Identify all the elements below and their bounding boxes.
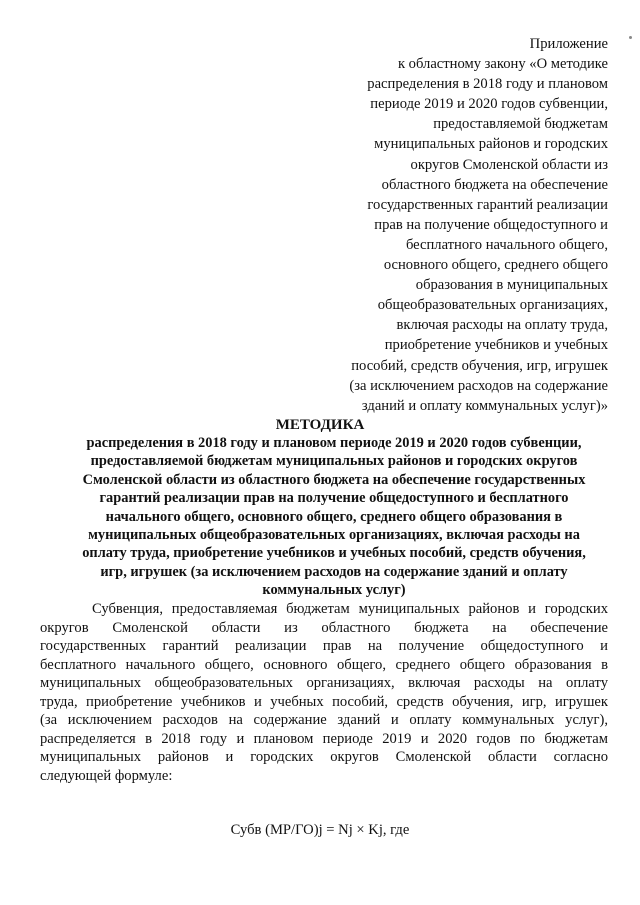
body-line: Субвенция, предоставляемая бюджетам муниципальных районов и городских (92, 601, 608, 617)
annex-line: включая расходы на оплату труда, (396, 317, 608, 334)
subtitle-line: предоставляемой бюджетам муниципальных районов и городских округов (90, 453, 578, 470)
scan-mark (629, 36, 632, 39)
annex-line: пособий, средств обучения, игр, игрушек (351, 357, 608, 374)
subtitle-line: гарантий реализации прав на получение общедоступного и бесплатного (99, 490, 569, 507)
body-line: распределяется в 2018 году и плановом периоде 2019 и 2020 годов по бюджетам (40, 730, 608, 747)
subtitle-line: начального общего, основного общего, среднего общего образования в (105, 508, 563, 525)
annex-line: общеобразовательных организациях, (377, 297, 608, 314)
subtitle-line: коммунальных услуг) (262, 582, 406, 599)
body-paragraph (40, 600, 608, 785)
annex-line: основного общего, среднего общего (383, 257, 608, 274)
body-line: округов Смоленской области из областного бюджета на обеспечение (40, 619, 608, 636)
body-line: следующей формуле: (40, 767, 173, 784)
annex-header (308, 34, 608, 416)
body-line: (за исключением расходов на содержание зданий и оплату коммунальных услуг), (40, 712, 608, 728)
subtitle-line: игр, игрушек (за исключением расходов на содержание зданий и оплату (100, 563, 568, 580)
body-line: муниципальных районов и городских округов Смоленской области согласно (40, 749, 608, 765)
annex-line: Приложение (529, 36, 608, 52)
body-line: бесплатного начального общего, основного общего, среднего общего образования в (40, 656, 608, 673)
annex-line: к областному закону «О методике (397, 56, 608, 73)
annex-line: округов Смоленской области из (410, 156, 608, 173)
annex-line: периоде 2019 и 2020 годов субвенции, (370, 96, 608, 113)
document-subtitle (60, 434, 608, 600)
annex-line: образования в муниципальных (415, 277, 608, 294)
formula: Субв (МР/ГО)j = Nj × Kj, где (230, 822, 410, 838)
annex-line: муниципальных районов и городских (374, 136, 608, 153)
annex-line: зданий и оплату коммунальных услуг)» (361, 397, 608, 414)
subtitle-line: муниципальных общеобразовательных организациях, включая расходы на (88, 527, 580, 544)
annex-line: приобретение учебников и учебных (384, 337, 608, 354)
body-line: муниципальных общеобразовательных организациях, включая расходы на оплату (40, 675, 608, 691)
body-line: труда, приобретение учебников и учебных пособий, средств обучения, игр, игрушек (40, 693, 608, 710)
document-title: МЕТОДИКА (275, 417, 365, 433)
annex-line: бесплатного начального общего, (405, 236, 608, 253)
annex-line: областного бюджета на обеспечение (381, 176, 608, 193)
annex-line: государственных гарантий реализации (367, 196, 608, 213)
subtitle-line: Смоленской области из областного бюджета на обеспечение государственных (82, 471, 586, 488)
annex-line: распределения в 2018 году и плановом (367, 76, 608, 93)
subtitle-line: распределения в 2018 году и плановом периоде 2019 и 2020 годов субвенции, (86, 435, 582, 451)
annex-line: (за исключением расходов на содержание (349, 377, 608, 394)
annex-line: предоставляемой бюджетам (433, 116, 608, 133)
body-line: государственных гарантий реализации прав на получение общедоступного и (40, 638, 608, 654)
subtitle-line: оплату труда, приобретение учебников и учебных пособий, средств обучения, (82, 545, 586, 562)
annex-line: прав на получение общедоступного и (374, 216, 608, 233)
